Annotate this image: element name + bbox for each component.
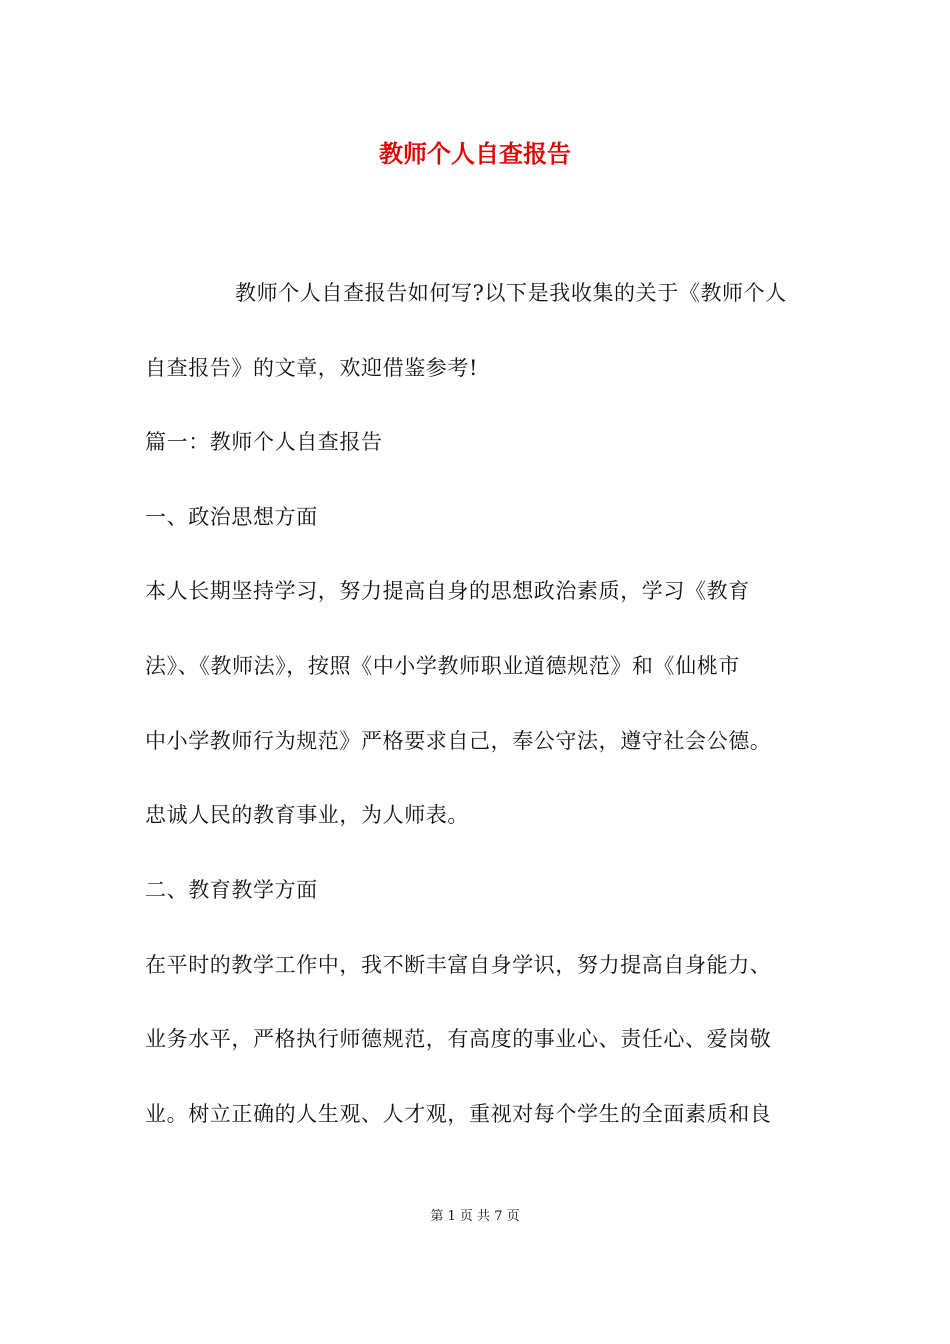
paragraph-line: 业务水平，严格执行师德规范，有高度的事业心、责任心、爱岗敬 bbox=[145, 1027, 772, 1051]
document-title: 教师个人自查报告 bbox=[379, 139, 571, 168]
paragraph-line: 忠诚人民的教育事业，为人师表。 bbox=[145, 803, 469, 827]
paragraph-line: 中小学教师行为规范》严格要求自己，奉公守法，遵守社会公德。 bbox=[145, 729, 772, 753]
paragraph-line: 业。树立正确的人生观、人才观，重视对每个学生的全面素质和良 bbox=[145, 1102, 772, 1126]
paragraph-line: 教师个人自查报告如何写?以下是我收集的关于《教师个人 bbox=[235, 281, 787, 305]
paragraph-line: 本人长期坚持学习，努力提高自身的思想政治素质，学习《教育 bbox=[145, 579, 750, 603]
section-heading: 二、教育教学方面 bbox=[145, 878, 318, 902]
paragraph-line: 自查报告》的文章，欢迎借鉴参考! bbox=[145, 356, 479, 380]
section-heading: 一、政治思想方面 bbox=[145, 505, 318, 529]
paragraph-line: 法》、《教师法》，按照《中小学教师职业道德规范》和《仙桃市 bbox=[145, 654, 740, 678]
section-heading: 篇一：教师个人自查报告 bbox=[145, 430, 383, 454]
page-number-footer: 第 1 页 共 7 页 bbox=[430, 1209, 520, 1224]
paragraph-line: 在平时的教学工作中，我不断丰富自身学识，努力提高自身能力、 bbox=[145, 953, 772, 977]
